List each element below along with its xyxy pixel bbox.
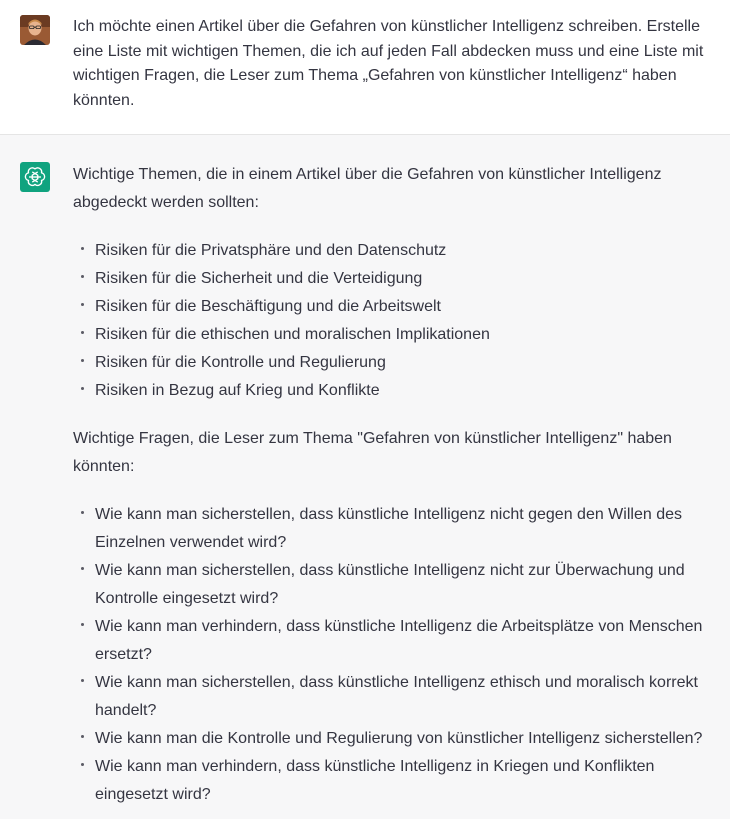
openai-logo-icon [24,166,46,188]
list-item: Wie kann man verhindern, dass künstliche Intelligenz die Arbeitsplätze von Menschen ersetzt? [73,613,723,669]
user-avatar-icon [20,15,50,45]
questions-intro: Wichtige Fragen, die Leser zum Thema "Gefahren von künstlicher Intelligenz" haben könnten: [73,430,672,475]
list-item: Wie kann man sicherstellen, dass künstliche Intelligenz nicht zur Überwachung und Kontrolle eingesetzt wird? [73,557,723,613]
list-item: Risiken in Bezug auf Krieg und Konflikte [73,377,723,405]
list-item: Wie kann man verhindern, dass künstliche Intelligenz in Kriegen und Konflikten eingesetzt wird? [73,753,723,809]
list-item: Wie kann man sicherstellen, dass künstliche Intelligenz nicht gegen den Willen des Einzelnen verwendet wird? [73,501,723,557]
assistant-avatar [20,162,50,192]
questions-list [73,501,723,809]
list-item: Risiken für die Privatsphäre und den Datenschutz [73,237,723,265]
user-message [0,0,730,135]
list-item: Risiken für die Sicherheit und die Verteidigung [73,265,723,293]
list-item: Wie kann man sicherstellen, dass künstliche Intelligenz ethisch und moralisch korrekt handelt? [73,669,723,725]
list-item: Wie kann man die Kontrolle und Regulierung von künstlicher Intelligenz sicherstellen? [73,725,723,753]
list-item: Risiken für die Kontrolle und Regulierung [73,349,723,377]
assistant-message-content [73,161,723,819]
assistant-message [0,135,730,819]
topics-list [73,237,723,405]
list-item: Risiken für die ethischen und moralischen Implikationen [73,321,723,349]
user-avatar [20,15,50,45]
list-item: Risiken für die Beschäftigung und die Arbeitswelt [73,293,723,321]
topics-intro: Wichtige Themen, die in einem Artikel über die Gefahren von künstlicher Intelligenz abgedeckt werden sollten: [73,166,662,211]
user-message-text: Ich möchte einen Artikel über die Gefahren von künstlicher Intelligenz schreiben. Erstelle eine Liste mit wichtigen Themen, die ich auf jeden Fall abdecken muss und eine Liste mit wichtigen Fragen, die Leser zum Thema „Gefahren von künstlicher Intelligenz“ haben könnten. [73,18,704,110]
